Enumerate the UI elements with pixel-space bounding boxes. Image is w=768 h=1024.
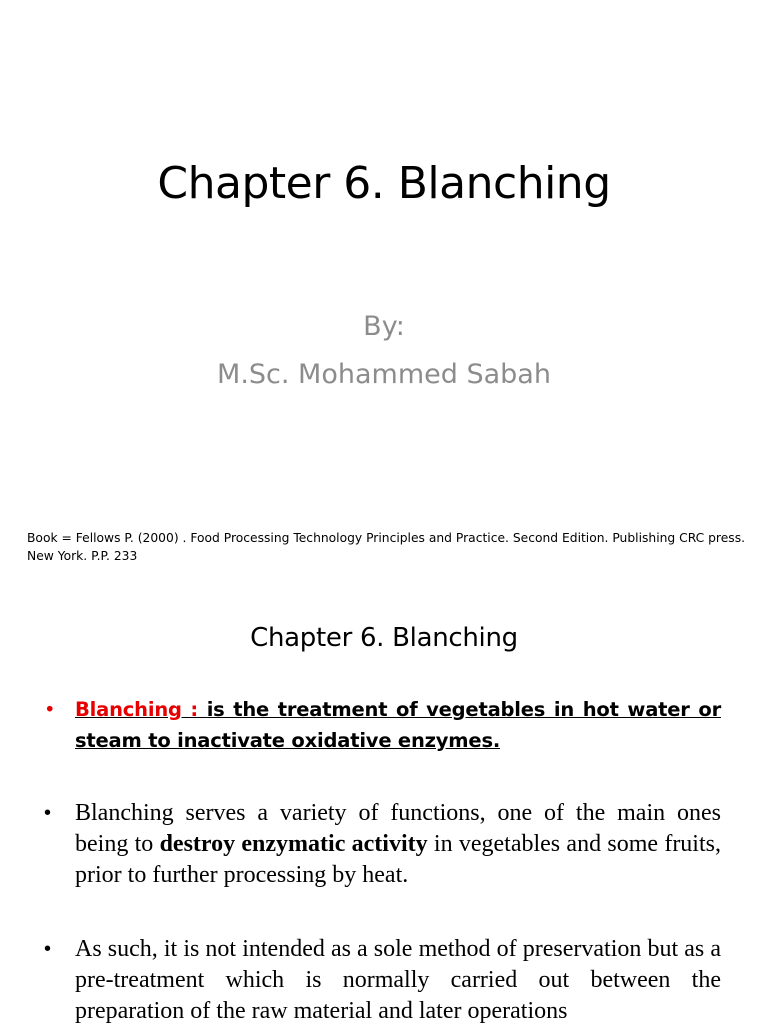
slide-title: Chapter 6. Blanching xyxy=(157,158,611,209)
pretreatment-text: As such, it is not intended as a sole method of preservation but as a pre-treatment which is normally carried out between the preparation of the raw material and later operations xyxy=(75,936,721,1024)
by-label: By: xyxy=(363,311,405,342)
bullet-definition xyxy=(44,694,721,756)
functions-emphasis: destroy enzymatic activity xyxy=(159,831,428,857)
definition-text: is the treatment of vegetables in hot water or steam to inactivate oxidative enzymes. xyxy=(75,698,721,752)
content-slide xyxy=(0,576,768,1024)
slide-title: Chapter 6. Blanching xyxy=(250,623,518,653)
bullet-icon: • xyxy=(44,698,56,721)
definition-term: Blanching : xyxy=(75,698,207,721)
bullet-icon: • xyxy=(44,802,52,824)
bullet-pretreatment xyxy=(44,934,721,1024)
book-reference: Book = Fellows P. (2000) . Food Processing Technology Principles and Practice. Second Edition. Publishing CRC press. New York. P.P. 233 xyxy=(27,531,746,563)
functions-text-start: Blanching serves a variety of functions, one of the main ones being to xyxy=(75,800,721,857)
byline xyxy=(0,308,768,393)
bullet-icon: • xyxy=(44,938,52,960)
functions-text-end: in vegetables and some fruits, prior to further processing by heat. xyxy=(75,831,721,888)
bullet-functions xyxy=(44,798,721,891)
author-name: M.Sc. Mohammed Sabah xyxy=(217,359,551,390)
